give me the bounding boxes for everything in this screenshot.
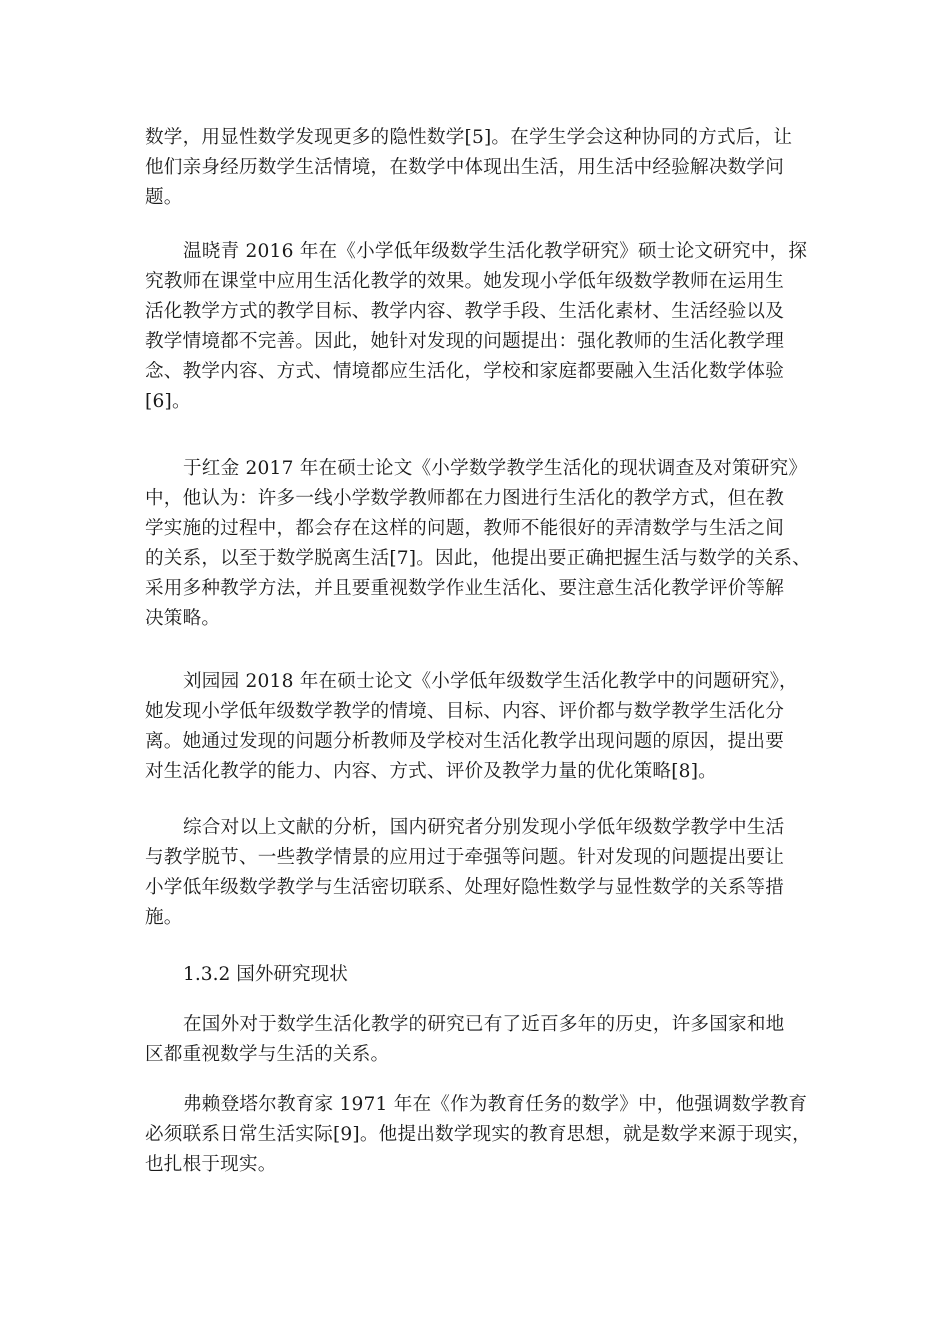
paragraph-line: 温晓青 2016 年在《小学低年级数学生活化教学研究》硕士论文研究中，探 — [183, 241, 808, 262]
paragraph-line: 采用多种教学方法，并且要重视数学作业生活化、要注意生活化教学评价等解 — [145, 578, 784, 599]
paragraph-line: 综合对以上文献的分析，国内研究者分别发现小学低年级数学教学中生活 — [183, 817, 785, 838]
paragraph-foreign-overview — [145, 1010, 825, 1070]
paragraph-line: 施。 — [145, 907, 183, 928]
paragraph-line: 离。她通过发现的问题分析教师及学校对生活化教学出现问题的原因，提出要 — [145, 731, 784, 752]
paragraph-line: 题。 — [145, 187, 183, 208]
paragraph-line: 也扎根于现实。 — [145, 1154, 277, 1175]
paragraph-line: 活化教学方式的教学目标、教学内容、教学手段、生活化素材、生活经验以及 — [145, 301, 784, 322]
paragraph-line: 刘园园 2018 年在硕士论文《小学低年级数学生活化教学中的问题研究》， — [183, 671, 798, 692]
paragraph-line: 究教师在课堂中应用生活化教学的效果。她发现小学低年级数学教师在运用生 — [145, 271, 784, 292]
paragraph-line: 弗赖登塔尔教育家 1971 年在《作为教育任务的数学》中，他强调数学教育 — [183, 1094, 808, 1115]
paragraph-continuation — [145, 123, 825, 213]
paragraph-line: 学实施的过程中，都会存在这样的问题，教师不能很好的弄清数学与生活之间 — [145, 518, 784, 539]
paragraph-freudenthal — [145, 1090, 825, 1180]
paragraph-yu-hongjin — [145, 454, 825, 634]
paragraph-line: 数学，用显性数学发现更多的隐性数学[5]。在学生学会这种协同的方式后，让 — [145, 127, 793, 148]
paragraph-line: 他们亲身经历数学生活情境，在数学中体现出生活，用生活中经验解决数学问 — [145, 157, 784, 178]
paragraph-liu-yuanyuan — [145, 667, 825, 787]
paragraph-line: 于红金 2017 年在硕士论文《小学数学教学生活化的现状调查及对策研究》 — [183, 458, 808, 479]
paragraph-line: 中，他认为：许多一线小学数学教师都在力图进行生活化的教学方式，但在教 — [145, 488, 784, 509]
section-heading: 1.3.2 国外研究现状 — [183, 964, 348, 985]
paragraph-line: 的关系，以至于数学脱离生活[7]。因此，他提出要正确把握生活与数学的关系、 — [145, 548, 811, 569]
paragraph-line: 她发现小学低年级数学教学的情境、目标、内容、评价都与数学教学生活化分 — [145, 701, 784, 722]
paragraph-line: 必须联系日常生活实际[9]。他提出数学现实的教育思想，就是数学来源于现实， — [145, 1124, 811, 1145]
paragraph-line: 决策略。 — [145, 608, 221, 629]
paragraph-line: 小学低年级数学教学与生活密切联系、处理好隐性数学与显性数学的关系等措 — [145, 877, 784, 898]
paragraph-line: 对生活化教学的能力、内容、方式、评价及教学力量的优化策略[8]。 — [145, 761, 717, 782]
paragraph-line: 与教学脱节、一些教学情景的应用过于牵强等问题。针对发现的问题提出要让 — [145, 847, 784, 868]
paragraph-line: 区都重视数学与生活的关系。 — [145, 1044, 390, 1065]
paragraph-summary — [145, 813, 825, 933]
paragraph-line: 念、教学内容、方式、情境都应生活化，学校和家庭都要融入生活化数学体验 — [145, 361, 784, 382]
paragraph-line: [6]。 — [145, 391, 191, 412]
paragraph-line: 在国外对于数学生活化教学的研究已有了近百多年的历史，许多国家和地 — [183, 1014, 785, 1035]
paragraph-wen-xiaoqing — [145, 237, 825, 417]
paragraph-line: 教学情境都不完善。因此，她针对发现的问题提出：强化教师的生活化教学理 — [145, 331, 784, 352]
